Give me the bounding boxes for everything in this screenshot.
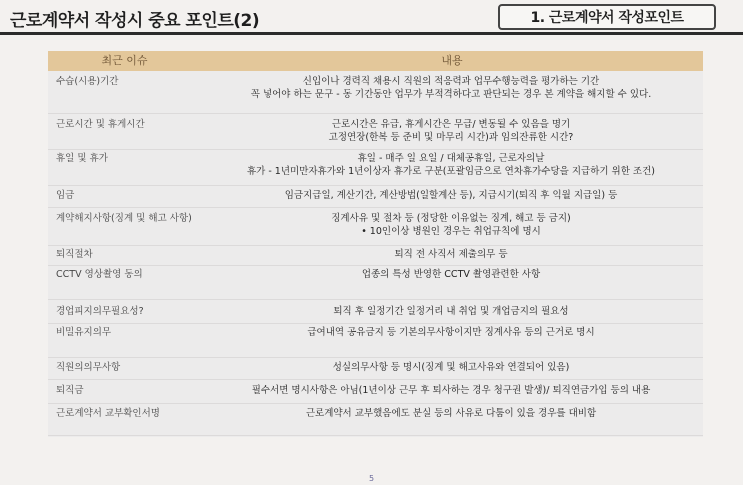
row-key: 휴일 및 휴가 xyxy=(56,153,108,164)
row-value xyxy=(201,75,701,101)
table-row xyxy=(48,265,703,300)
row-key: 근로시간 및 휴게시간 xyxy=(56,119,145,130)
row-value xyxy=(201,152,701,178)
row-value-line: 신입이나 경력직 채용시 직원의 적응력과 업무수행능력을 평가하는 기간 xyxy=(302,76,600,87)
row-value xyxy=(201,248,701,261)
row-value-line: 휴일 - 매주 일 요일 / 대체공휴일, 근로자의날 xyxy=(357,153,545,164)
table-row xyxy=(48,381,703,404)
row-value-line: 고정연장(한복 등 준비 및 마무리 시간)과 임의잔류한 시간? xyxy=(328,132,574,143)
row-value-line: 휴가 - 1년미만자휴가와 1년이상자 휴가로 구분(포괄임금으로 연차휴가수당을 지급하기 위한 조건) xyxy=(246,166,655,177)
table-row xyxy=(48,403,703,436)
table-row xyxy=(48,151,703,186)
row-key: CCTV 영상촬영 동의 xyxy=(56,269,143,280)
header-divider xyxy=(0,32,743,35)
row-key: 계약해지사항(징계 및 해고 사항) xyxy=(56,213,192,224)
table-row xyxy=(48,301,703,324)
row-value xyxy=(201,268,701,281)
row-key: 임금 xyxy=(56,190,75,201)
row-value-line: 근로시간은 유급, 휴게시간은 무급/ 변동될 수 있음을 명기 xyxy=(331,119,571,130)
row-value-line: 근로계약서 교부했음에도 분실 등의 사유로 다툼이 있을 경우를 대비함 xyxy=(305,408,597,419)
table-row xyxy=(48,185,703,208)
row-value xyxy=(201,407,701,420)
table-row xyxy=(48,75,703,114)
row-value xyxy=(201,305,701,318)
row-value-line: 퇴직 전 사직서 제출의무 등 xyxy=(394,249,508,260)
row-key: 퇴직절차 xyxy=(56,249,93,260)
table-row xyxy=(48,245,703,266)
page-title: 근로계약서 작성시 중요 포인트(2) xyxy=(10,11,260,31)
row-value-line: 퇴직 후 일정기간 일정거리 내 취업 및 개업금지의 필요성 xyxy=(333,306,569,317)
table-header xyxy=(48,51,703,71)
table-row xyxy=(48,209,703,246)
row-value xyxy=(201,326,701,339)
section-badge: 1. 근로계약서 작성포인트 xyxy=(498,4,716,30)
row-key: 퇴직금 xyxy=(56,385,84,396)
table-row xyxy=(48,115,703,150)
row-value-line: 임금지급일, 계산기간, 계산방법(일할계산 등), 지급시기(퇴직 후 익월 지급일) 등 xyxy=(284,190,618,201)
page-number: 5 xyxy=(368,474,375,483)
row-key: 비밀유지의무 xyxy=(56,327,112,338)
row-value-line: • 10인이상 병원인 경우는 취업규칙에 명시 xyxy=(361,226,541,237)
row-value-line: 꼭 넣어야 하는 문구 - 동 기간동안 업무가 부적격하다고 판단되는 경우 본 계약을 해지할 수 있다. xyxy=(250,89,652,100)
row-key: 수습(시용)기간 xyxy=(56,76,119,87)
row-key: 경업피지의무필요성? xyxy=(56,306,144,317)
row-value xyxy=(201,212,701,238)
row-value-line: 필수서면 명시사항은 아님(1년이상 근무 후 퇴사하는 경우 청구권 발생)/ 퇴직연금가입 등의 내용 xyxy=(251,385,651,396)
row-value xyxy=(201,189,701,202)
row-value-line: 업종의 특성 반영한 CCTV 촬영관련한 사항 xyxy=(361,269,541,280)
row-key: 근로계약서 교부확인서명 xyxy=(56,408,160,419)
row-value-line: 징계사유 및 절차 등 (정당한 이유없는 징계, 해고 등 금지) xyxy=(331,213,571,224)
row-value xyxy=(201,118,701,144)
row-value xyxy=(201,361,701,374)
row-value xyxy=(201,384,701,397)
row-value-line: 성실의무사항 등 명시(징계 및 해고사유와 연결되어 있음) xyxy=(332,362,570,373)
column-header-issue: 최근 이슈 xyxy=(101,54,148,67)
row-key: 직원의의무사항 xyxy=(56,362,121,373)
row-value-line: 급여내역 공유금지 등 기본의무사항이지만 징계사유 등의 근거로 명시 xyxy=(307,327,595,338)
column-header-content: 내용 xyxy=(441,54,463,67)
table-row xyxy=(48,357,703,380)
issues-table xyxy=(48,51,703,437)
table-row xyxy=(48,323,703,358)
